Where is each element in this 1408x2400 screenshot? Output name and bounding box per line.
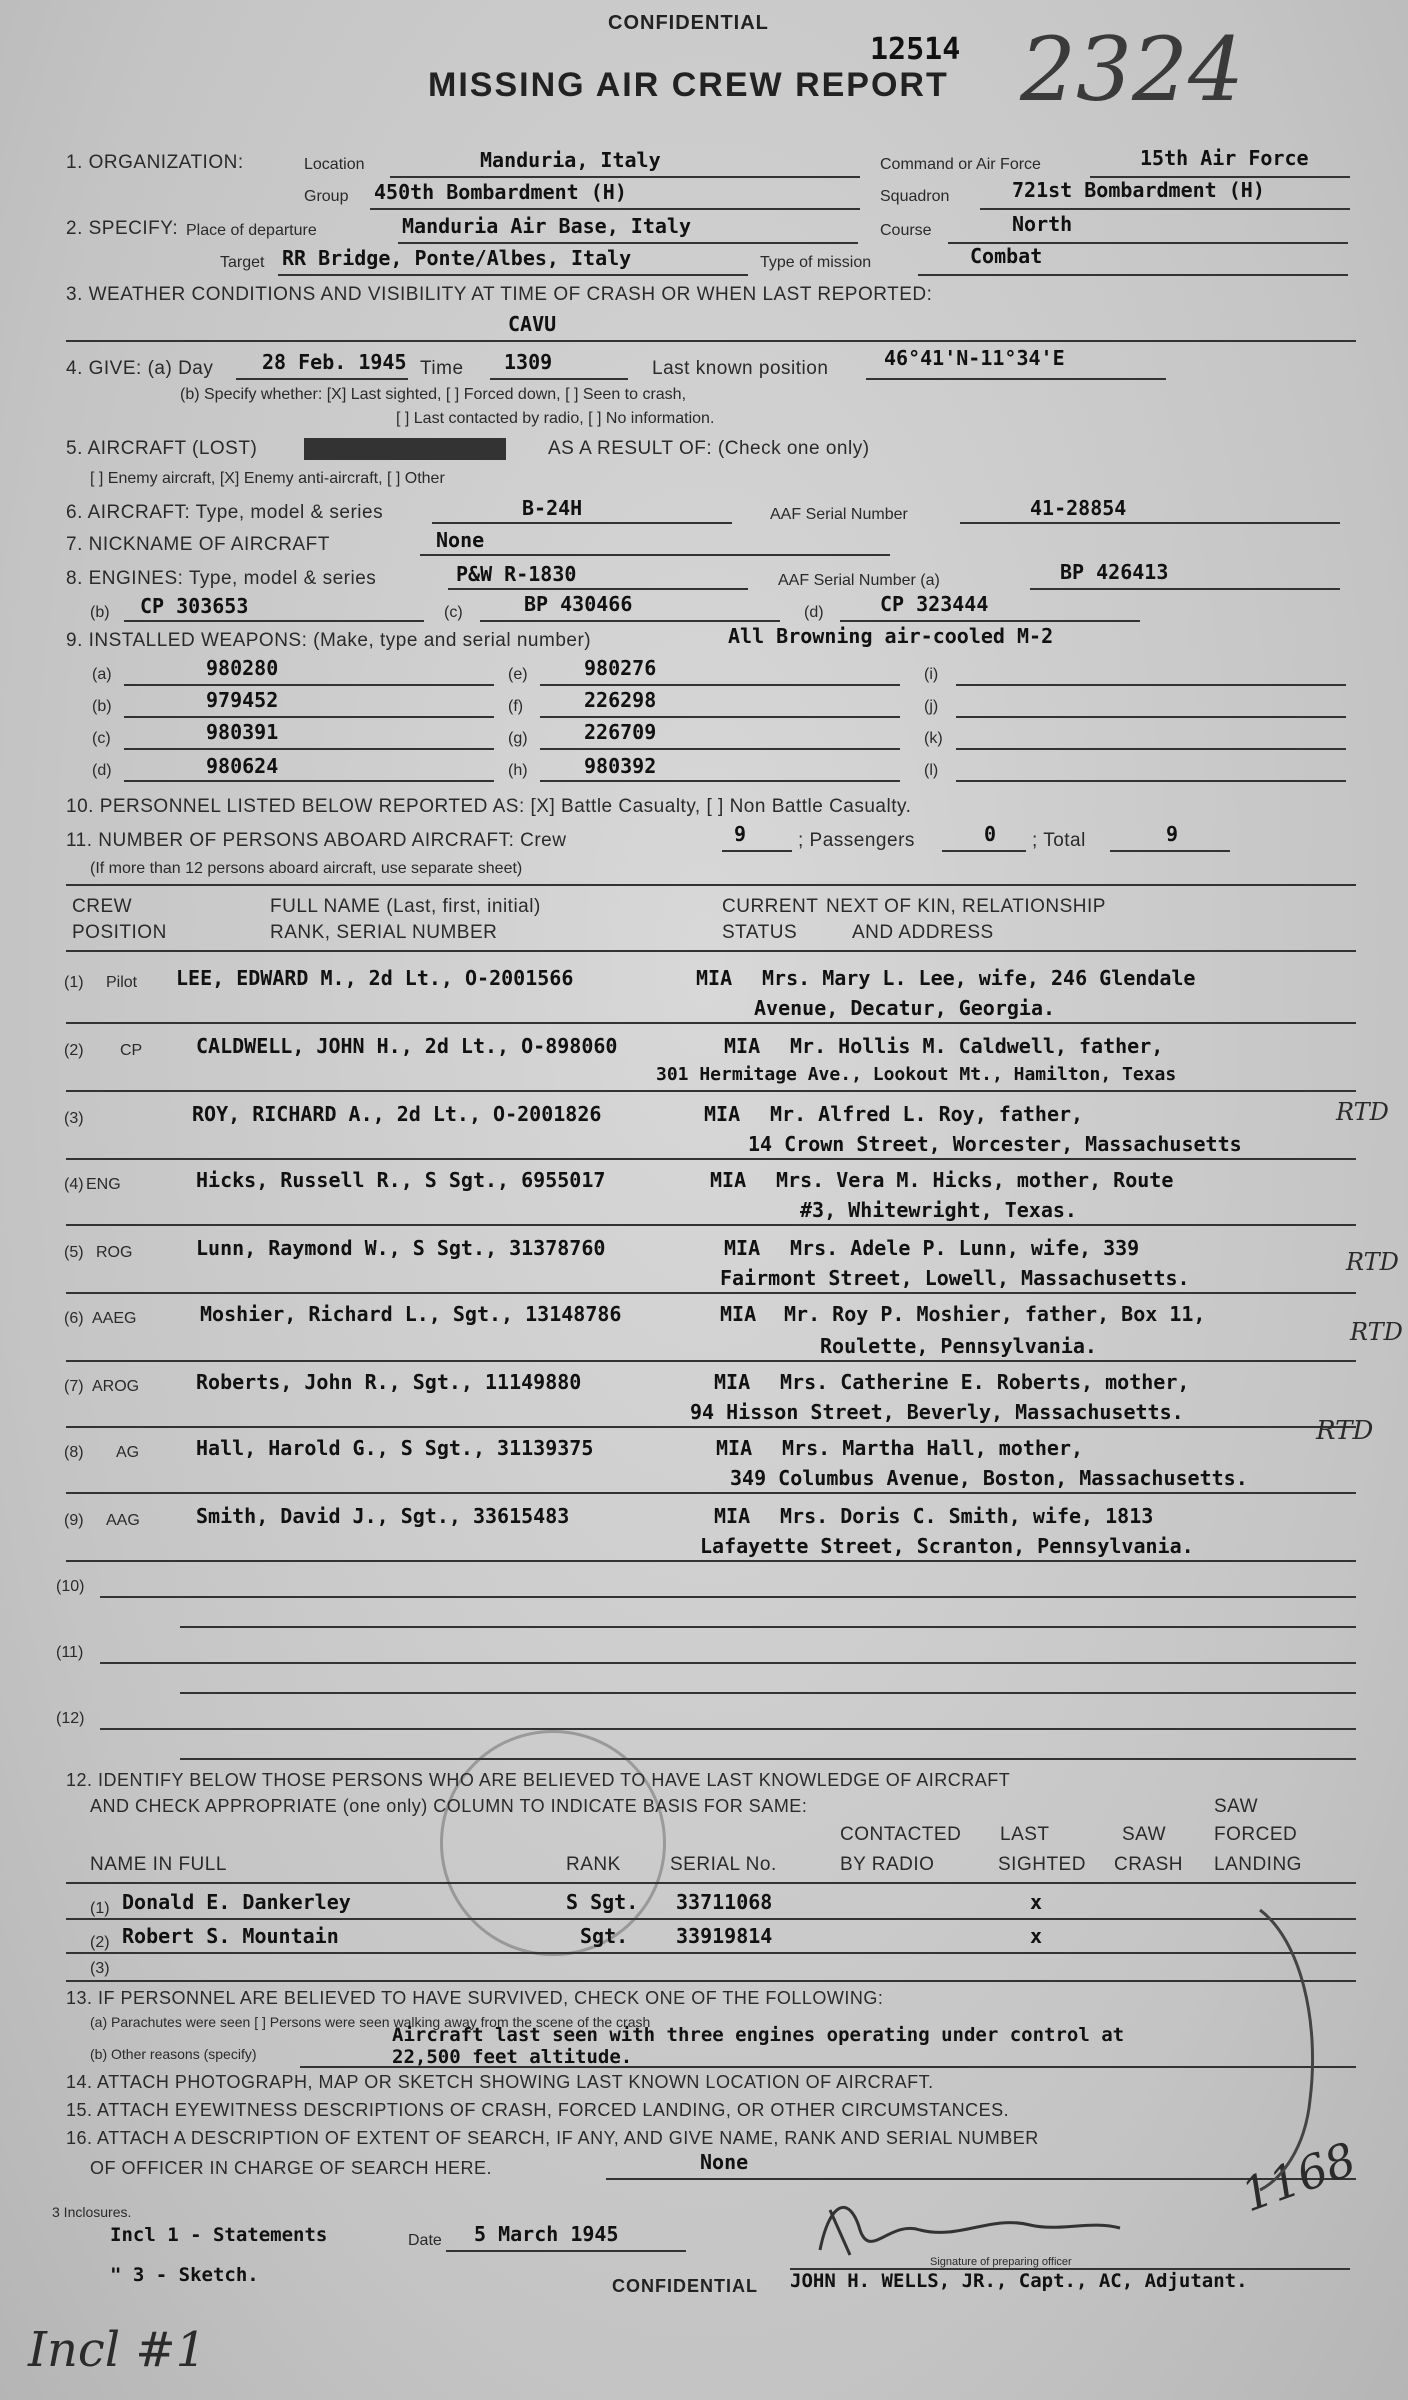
- crew-7-pos: AROG: [92, 1378, 140, 1395]
- crew-2-status: MIA: [724, 1034, 761, 1058]
- crew-8-line: [66, 1492, 1356, 1494]
- s16-label1: 16. ATTACH A DESCRIPTION OF EXTENT OF SEARCH, IF ANY, AND GIVE NAME, RANK AND SERIAL NUMBER: [66, 2128, 1039, 2148]
- crew-6-num: (6): [64, 1310, 84, 1327]
- crew-5-kin2: Fairmont Street, Lowell, Massachusetts.: [720, 1266, 1190, 1290]
- crew-5-pos: ROG: [96, 1244, 133, 1261]
- crew-1-num: (1): [64, 974, 84, 991]
- passengers-line: [942, 850, 1026, 852]
- rtd-mark-4: RTD: [1316, 1416, 1374, 1446]
- departure-value: Manduria Air Base, Italy: [402, 214, 691, 238]
- s12-label2: AND CHECK APPROPRIATE (one only) COLUMN TO INDICATE BASIS FOR SAME:: [90, 1796, 808, 1816]
- group-line: [370, 208, 860, 210]
- crew-1-pos: Pilot: [106, 974, 138, 991]
- crew-7-name: Roberts, John R., Sgt., 11149880: [196, 1370, 582, 1394]
- total-count: 9: [1166, 822, 1179, 846]
- crew-9-num: (9): [64, 1512, 84, 1529]
- time-label: Time: [420, 358, 464, 379]
- weapon-g-key: (g): [508, 730, 528, 747]
- crew-4-num: (4): [64, 1176, 84, 1193]
- handwritten-incl: Incl #1: [28, 2322, 207, 2378]
- s4-b-line2: [ ] Last contacted by radio, [ ] No information.: [396, 410, 715, 427]
- crew-4-status: MIA: [710, 1168, 747, 1192]
- location-label: Location: [304, 156, 365, 173]
- crew-11-line2: [180, 1692, 1356, 1694]
- faint-seal: [440, 1730, 666, 1956]
- time-value: 1309: [504, 350, 553, 374]
- command-value: 15th Air Force: [1140, 146, 1309, 170]
- s5-struck-text: (DAMAGED/FORCED): [304, 438, 507, 459]
- weapon-d: 980624: [206, 754, 279, 778]
- crew-2-name: CALDWELL, JOHN H., 2d Lt., O-898060: [196, 1034, 618, 1058]
- s3-label: 3. WEATHER CONDITIONS AND VISIBILITY AT TIME OF CRASH OR WHEN LAST REPORTED:: [66, 284, 933, 305]
- weapon-b-key: (b): [92, 698, 112, 715]
- weapon-e: 980276: [584, 656, 657, 680]
- passengers-label: ; Passengers: [798, 830, 915, 851]
- weapon-c-key: (c): [92, 730, 111, 747]
- s12-h-serial: SERIAL No.: [670, 1854, 777, 1875]
- s8-label: 8. ENGINES: Type, model & series: [66, 568, 377, 589]
- witness-1-line: [66, 1918, 1356, 1920]
- crew-8-pos: AG: [116, 1444, 140, 1461]
- total-label: ; Total: [1032, 830, 1086, 851]
- s13-label: 13. IF PERSONNEL ARE BELIEVED TO HAVE SURVIVED, CHECK ONE OF THE FOLLOWING:: [66, 1988, 884, 2008]
- crew-5-num: (5): [64, 1244, 84, 1261]
- confidential-header: CONFIDENTIAL: [608, 12, 769, 34]
- weapon-l-key: (l): [924, 762, 939, 779]
- s13-reason2: 22,500 feet altitude.: [392, 2046, 633, 2068]
- stamp-number: 12514: [870, 32, 961, 67]
- crew-4-pos: ENG: [86, 1176, 121, 1193]
- target-label: Target: [220, 254, 265, 271]
- date-value: 5 March 1945: [474, 2222, 619, 2246]
- s2-label: 2. SPECIFY:: [66, 218, 179, 239]
- signature-label: Signature of preparing officer: [930, 2256, 1072, 2268]
- engine-type: P&W R-1830: [456, 562, 577, 586]
- crew-12-line: [100, 1728, 1356, 1730]
- s5-result: AS A RESULT OF: (Check one only): [548, 438, 870, 459]
- crew-5-line: [66, 1292, 1356, 1294]
- crew-1-kin1: Mrs. Mary L. Lee, wife, 246 Glendale: [762, 966, 1196, 990]
- crew-10-line2: [180, 1626, 1356, 1628]
- crew-header-c2a: FULL NAME (Last, first, initial): [270, 896, 541, 917]
- course-label: Course: [880, 222, 932, 239]
- crew-2-kin1: Mr. Hollis M. Caldwell, father,: [790, 1034, 1164, 1058]
- crew-header-c3b: STATUS: [722, 922, 798, 943]
- s8-b-line: [124, 620, 424, 622]
- crew-6-pos: AAEG: [92, 1310, 137, 1327]
- s12-h-forced3: LANDING: [1214, 1854, 1302, 1875]
- crew-7-num: (7): [64, 1378, 84, 1395]
- weapon-j-line: [956, 716, 1346, 718]
- crew-8-name: Hall, Harold G., S Sgt., 31139375: [196, 1436, 594, 1460]
- inclosures-label: 3 Inclosures.: [52, 2204, 132, 2220]
- target-value: RR Bridge, Ponte/Albes, Italy: [282, 246, 632, 270]
- crew-header-c4b: AND ADDRESS: [852, 922, 994, 943]
- s8-c-label: (c): [444, 604, 463, 621]
- day-value: 28 Feb. 1945: [262, 350, 407, 374]
- inclosure-2: " 3 - Sketch.: [110, 2264, 259, 2286]
- witness-1-mark: x: [1030, 1890, 1043, 1914]
- weapon-a: 980280: [206, 656, 279, 680]
- crew-1-status: MIA: [696, 966, 733, 990]
- crew-header-c2b: RANK, SERIAL NUMBER: [270, 922, 498, 943]
- crew-5-name: Lunn, Raymond W., S Sgt., 31378760: [196, 1236, 606, 1260]
- crew-8-num: (8): [64, 1444, 84, 1461]
- crew-6-line: [66, 1360, 1356, 1362]
- inclosure-1: Incl 1 - Statements: [110, 2224, 328, 2246]
- crew-3-num: (3): [64, 1110, 84, 1127]
- s8-d-label: (d): [804, 604, 824, 621]
- crew-12-line2: [180, 1758, 1356, 1760]
- weapon-i-line: [956, 684, 1346, 686]
- crew-6-kin2: Roulette, Pennsylvania.: [820, 1334, 1097, 1358]
- weapon-k-line: [956, 748, 1346, 750]
- crew-3-status: MIA: [704, 1102, 741, 1126]
- s12-h-last2: SIGHTED: [998, 1854, 1086, 1875]
- nickname-value: None: [436, 528, 485, 552]
- witness-1-num: (1): [90, 1900, 110, 1917]
- total-line: [1110, 850, 1230, 852]
- s12-h-rank: RANK: [566, 1854, 621, 1875]
- s3-line: [66, 340, 1356, 342]
- weapon-e-key: (e): [508, 666, 528, 683]
- crew-8-status: MIA: [716, 1436, 753, 1460]
- crew-7-status: MIA: [714, 1370, 751, 1394]
- crew-8-kin2: 349 Columbus Avenue, Boston, Massachusetts.: [730, 1466, 1248, 1490]
- aircraft-serial: 41-28854: [1030, 496, 1127, 520]
- crew-9-status: MIA: [714, 1504, 751, 1528]
- mission-label: Type of mission: [760, 254, 872, 271]
- position-label: Last known position: [652, 358, 829, 379]
- squadron-value: 721st Bombardment (H): [1012, 178, 1265, 202]
- engine-a: BP 426413: [1060, 560, 1169, 584]
- weapon-a-line: [124, 684, 494, 686]
- crew-5-status: MIA: [724, 1236, 761, 1260]
- weapon-d-line: [124, 780, 494, 782]
- rtd-mark-3: RTD: [1350, 1318, 1403, 1346]
- weapons-note: All Browning air-cooled M-2: [728, 624, 1054, 648]
- location-line: [390, 176, 860, 178]
- time-line: [490, 378, 628, 380]
- mission-value: Combat: [970, 244, 1043, 268]
- crew-2-num: (2): [64, 1042, 84, 1059]
- crew-7-kin2: 94 Hisson Street, Beverly, Massachusetts.: [690, 1400, 1184, 1424]
- weapon-f-line: [540, 716, 900, 718]
- crew-6-kin1: Mr. Roy P. Moshier, father, Box 11,: [784, 1302, 1206, 1326]
- s9-label: 9. INSTALLED WEAPONS: (Make, type and serial number): [66, 630, 592, 651]
- s8-b-label: (b): [90, 604, 110, 621]
- s5-label: 5. AIRCRAFT (LOST): [66, 438, 258, 459]
- crew-count: 9: [734, 822, 747, 846]
- engine-c: BP 430466: [524, 592, 633, 616]
- s7-label: 7. NICKNAME OF AIRCRAFT: [66, 534, 330, 555]
- crew-7-line: [66, 1426, 1356, 1428]
- crew-8-kin1: Mrs. Martha Hall, mother,: [782, 1436, 1084, 1460]
- crew-6-name: Moshier, Richard L., Sgt., 13148786: [200, 1302, 622, 1326]
- crew-4-kin1: Mrs. Vera M. Hicks, mother, Route: [776, 1168, 1174, 1192]
- crew-header-c4a: NEXT OF KIN, RELATIONSHIP: [826, 896, 1106, 917]
- witness-3-num: (3): [90, 1960, 110, 1977]
- weapon-l-line: [956, 780, 1346, 782]
- weapon-f: 226298: [584, 688, 657, 712]
- passengers-count: 0: [984, 822, 997, 846]
- confidential-footer: CONFIDENTIAL: [612, 2276, 758, 2296]
- s8-a-line: [1030, 588, 1340, 590]
- witness-2-serial: 33919814: [676, 1924, 773, 1948]
- day-line: [236, 378, 408, 380]
- s12-h-radio1: CONTACTED: [840, 1824, 962, 1845]
- crew-10-line: [100, 1596, 1356, 1598]
- witness-2-num: (2): [90, 1934, 110, 1951]
- crew-2-kin2: 301 Hermitage Ave., Lookout Mt., Hamilton, Texas: [656, 1064, 1177, 1085]
- s15-label: 15. ATTACH EYEWITNESS DESCRIPTIONS OF CRASH, FORCED LANDING, OR OTHER CIRCUMSTANCES.: [66, 2100, 1010, 2120]
- s5-options: [ ] Enemy aircraft, [X] Enemy anti-aircraft, [ ] Other: [90, 470, 445, 487]
- date-label: Date: [408, 2232, 442, 2249]
- weapon-a-key: (a): [92, 666, 112, 683]
- s6-label: 6. AIRCRAFT: Type, model & series: [66, 502, 384, 523]
- witness-2-line: [66, 1952, 1356, 1954]
- signer-name: JOHN H. WELLS, JR., Capt., AC, Adjutant.: [790, 2270, 1248, 2292]
- witness-3-line: [66, 1980, 1356, 1982]
- weather-value: CAVU: [508, 312, 557, 336]
- s8-type-line: [448, 588, 748, 590]
- course-value: North: [1012, 212, 1073, 236]
- crew-9-kin2: Lafayette Street, Scranton, Pennsylvania.: [700, 1534, 1194, 1558]
- weapon-h-key: (h): [508, 762, 528, 779]
- s12-h-forced1: SAW: [1214, 1796, 1259, 1817]
- crew-2-pos: CP: [120, 1042, 143, 1059]
- s12-h-radio2: BY RADIO: [840, 1854, 935, 1875]
- s11-label: 11. NUMBER OF PERSONS ABOARD AIRCRAFT: Crew: [66, 830, 567, 851]
- weapon-j-key: (j): [924, 698, 939, 715]
- command-label: Command or Air Force: [880, 156, 1041, 173]
- s13-reason1: Aircraft last seen with three engines operating under control at: [392, 2024, 1125, 2046]
- crew-11-line: [100, 1662, 1356, 1664]
- crew-1-name: LEE, EDWARD M., 2d Lt., O-2001566: [176, 966, 574, 990]
- crew-4-kin2: #3, Whitewright, Texas.: [800, 1198, 1077, 1222]
- s14-label: 14. ATTACH PHOTOGRAPH, MAP OR SKETCH SHOWING LAST KNOWN LOCATION OF AIRCRAFT.: [66, 2072, 934, 2092]
- crew-7-kin1: Mrs. Catherine E. Roberts, mother,: [780, 1370, 1190, 1394]
- weapon-g: 226709: [584, 720, 657, 744]
- s6-serial-label: AAF Serial Number: [770, 506, 908, 523]
- weapon-k-key: (k): [924, 730, 943, 747]
- s13-a: (a) Parachutes were seen [ ] Persons were seen walking away from the scene of the crash: [90, 2014, 651, 2030]
- s4-b-line: (b) Specify whether: [X] Last sighted, [ ] Forced down, [ ] Seen to crash,: [180, 386, 687, 403]
- crew-4-name: Hicks, Russell R., S Sgt., 6955017: [196, 1168, 606, 1192]
- crew-header-c1a: CREW: [72, 896, 133, 917]
- s11-note: (If more than 12 persons aboard aircraft, use separate sheet): [90, 860, 523, 877]
- crew-9-kin1: Mrs. Doris C. Smith, wife, 1813: [780, 1504, 1154, 1528]
- weapon-i-key: (i): [924, 666, 939, 683]
- weapon-c: 980391: [206, 720, 279, 744]
- weapon-d-key: (d): [92, 762, 112, 779]
- s16-label2: OF OFFICER IN CHARGE OF SEARCH HERE.: [90, 2158, 493, 2178]
- s12-h-name: NAME IN FULL: [90, 1854, 227, 1875]
- s8-c-line: [480, 620, 780, 622]
- squadron-label: Squadron: [880, 188, 950, 205]
- witness-1-name: Donald E. Dankerley: [122, 1890, 351, 1914]
- weapon-h-line: [540, 780, 900, 782]
- weapon-b-line: [124, 716, 494, 718]
- crew-header-c1b: POSITION: [72, 922, 167, 943]
- handwritten-number-bottom: 1168: [1234, 2131, 1363, 2223]
- s6-type-line: [432, 522, 732, 524]
- witness-2-name: Robert S. Mountain: [122, 1924, 339, 1948]
- s4-label: 4. GIVE: (a) Day: [66, 358, 214, 379]
- handwritten-number: 2324: [1020, 18, 1244, 121]
- position-line: [866, 378, 1166, 380]
- departure-label: Place of departure: [186, 222, 317, 239]
- s10-label: 10. PERSONNEL LISTED BELOW REPORTED AS: [X] Battle Casualty, [ ] Non Battle Casualty.: [66, 796, 912, 817]
- crew-3-name: ROY, RICHARD A., 2d Lt., O-2001826: [192, 1102, 602, 1126]
- weapon-b: 979452: [206, 688, 279, 712]
- engine-d: CP 323444: [880, 592, 989, 616]
- group-value: 450th Bombardment (H): [374, 180, 627, 204]
- s12-h-forced2: FORCED: [1214, 1824, 1298, 1845]
- witness-2-rank: Sgt.: [580, 1924, 629, 1948]
- crew-2-line: [66, 1090, 1356, 1092]
- crew-1-line: [66, 1022, 1356, 1024]
- crew-11-num: (11): [56, 1644, 84, 1661]
- crew-5-kin1: Mrs. Adele P. Lunn, wife, 339: [790, 1236, 1140, 1260]
- page-title: MISSING AIR CREW REPORT: [428, 66, 949, 104]
- group-label: Group: [304, 188, 349, 205]
- departure-line: [398, 242, 858, 244]
- s12-h-saw2: CRASH: [1114, 1854, 1184, 1875]
- crew-9-name: Smith, David J., Sgt., 33615483: [196, 1504, 570, 1528]
- rtd-mark-1: RTD: [1336, 1098, 1389, 1126]
- position-value: 46°41'N-11°34'E: [884, 346, 1065, 370]
- rtd-mark-2: RTD: [1346, 1248, 1399, 1276]
- crew-3-kin1: Mr. Alfred L. Roy, father,: [770, 1102, 1084, 1126]
- s12-header-line: [66, 1882, 1356, 1884]
- s6-serial-line: [960, 522, 1340, 524]
- crew-1-kin2: Avenue, Decatur, Georgia.: [754, 996, 1056, 1020]
- target-line: [278, 274, 748, 276]
- squadron-line: [980, 208, 1350, 210]
- witness-1-rank: S Sgt.: [566, 1890, 639, 1914]
- s16-value: None: [700, 2150, 749, 2174]
- aircraft-type: B-24H: [522, 496, 583, 520]
- date-line: [446, 2250, 686, 2252]
- weapon-e-line: [540, 684, 900, 686]
- handwritten-bracket: [1240, 1900, 1360, 2200]
- s7-line: [420, 554, 890, 556]
- s12-h-saw1: SAW: [1122, 1824, 1167, 1845]
- mission-line: [918, 274, 1348, 276]
- crew-4-line: [66, 1224, 1356, 1226]
- weapon-h: 980392: [584, 754, 657, 778]
- crew-header-line: [66, 950, 1356, 952]
- s13-line: [300, 2066, 1356, 2068]
- crew-3-kin2: 14 Crown Street, Worcester, Massachusetts: [748, 1132, 1242, 1156]
- crew-9-line: [66, 1560, 1356, 1562]
- engine-b: CP 303653: [140, 594, 249, 618]
- location-value: Manduria, Italy: [480, 148, 661, 172]
- s1-label: 1. ORGANIZATION:: [66, 152, 244, 173]
- weapon-g-line: [540, 748, 900, 750]
- witness-2-mark: x: [1030, 1924, 1043, 1948]
- s8-serial-label: AAF Serial Number (a): [778, 572, 940, 589]
- crew-12-num: (12): [56, 1710, 85, 1727]
- crew-3-line: [66, 1158, 1356, 1160]
- crew-6-status: MIA: [720, 1302, 757, 1326]
- s8-d-line: [840, 620, 1140, 622]
- s13-b: (b) Other reasons (specify): [90, 2046, 257, 2062]
- crew-10-num: (10): [56, 1578, 85, 1595]
- s11-line: [66, 884, 1356, 886]
- crew-line: [722, 850, 792, 852]
- s12-label1: 12. IDENTIFY BELOW THOSE PERSONS WHO ARE BELIEVED TO HAVE LAST KNOWLEDGE OF AIRCRAFT: [66, 1770, 1011, 1790]
- s12-h-last1: LAST: [1000, 1824, 1050, 1845]
- weapon-f-key: (f): [508, 698, 524, 715]
- witness-1-serial: 33711068: [676, 1890, 773, 1914]
- weapon-c-line: [124, 748, 494, 750]
- crew-header-c3a: CURRENT: [722, 896, 819, 917]
- crew-9-pos: AAG: [106, 1512, 140, 1529]
